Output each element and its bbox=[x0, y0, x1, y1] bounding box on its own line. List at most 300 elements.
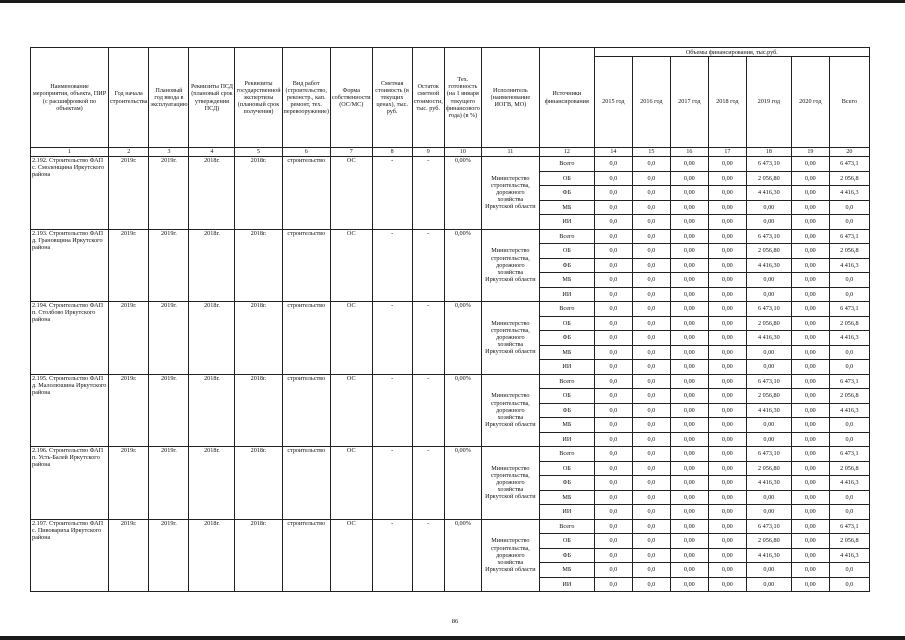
amount-cell: 0,0 bbox=[632, 157, 670, 172]
amount-cell: 2 056,80 bbox=[746, 534, 791, 549]
amount-cell: 6 473,1 bbox=[829, 519, 869, 534]
amount-cell: 0,0 bbox=[632, 360, 670, 375]
remainder-cost: - bbox=[412, 302, 444, 375]
amount-cell: 0,00 bbox=[746, 200, 791, 215]
amount-cell: 0,00 bbox=[791, 403, 829, 418]
start-year: 2019г. bbox=[109, 374, 149, 447]
remainder-cost: - bbox=[412, 374, 444, 447]
amount-cell: 0,00 bbox=[708, 374, 746, 389]
amount-cell: 0,0 bbox=[594, 403, 632, 418]
amount-cell: 0,00 bbox=[708, 476, 746, 491]
header-financing-group: Объемы финансирования, тыс.руб. bbox=[594, 48, 869, 57]
start-year: 2019г. bbox=[109, 447, 149, 520]
amount-cell: 0,0 bbox=[632, 490, 670, 505]
amount-cell: 0,00 bbox=[746, 345, 791, 360]
amount-cell: 0,0 bbox=[594, 186, 632, 201]
amount-cell: 0,00 bbox=[791, 171, 829, 186]
project-name: 2.196. Строительство ФАП п. Усть-Балей Иркутского района bbox=[31, 447, 109, 520]
amount-cell: 0,00 bbox=[708, 186, 746, 201]
amount-cell: 0,00 bbox=[791, 215, 829, 230]
column-number: 3 bbox=[149, 148, 189, 157]
amount-cell: 0,00 bbox=[670, 374, 708, 389]
amount-cell: 0,00 bbox=[708, 519, 746, 534]
header-year-0: 2015 год bbox=[594, 57, 632, 148]
amount-cell: 0,0 bbox=[594, 287, 632, 302]
estimate-cost: - bbox=[372, 447, 412, 520]
amount-cell: 0,0 bbox=[829, 505, 869, 520]
amount-cell: 0,0 bbox=[594, 157, 632, 172]
amount-cell: 2 056,8 bbox=[829, 389, 869, 404]
amount-cell: 4 416,30 bbox=[746, 258, 791, 273]
amount-cell: 0,00 bbox=[670, 215, 708, 230]
amount-cell: 0,00 bbox=[670, 229, 708, 244]
funding-source: Всего bbox=[539, 157, 594, 172]
amount-cell: 0,00 bbox=[708, 534, 746, 549]
amount-cell: 0,00 bbox=[791, 258, 829, 273]
amount-cell: 0,0 bbox=[594, 302, 632, 317]
amount-cell: 0,0 bbox=[632, 548, 670, 563]
amount-cell: 0,0 bbox=[594, 534, 632, 549]
amount-cell: 0,00 bbox=[708, 157, 746, 172]
amount-cell: 0,00 bbox=[670, 403, 708, 418]
column-number: 5 bbox=[235, 148, 282, 157]
header-year-2: 2017 год bbox=[670, 57, 708, 148]
expertise-date: 2018г. bbox=[235, 447, 282, 520]
amount-cell: 0,0 bbox=[829, 490, 869, 505]
psd-date: 2018г. bbox=[189, 229, 235, 302]
column-number: 17 bbox=[708, 148, 746, 157]
amount-cell: 0,00 bbox=[791, 447, 829, 462]
header-plan-year: Плановый год ввода в эксплуатацию bbox=[149, 48, 189, 148]
amount-cell: 0,00 bbox=[708, 548, 746, 563]
header-year-3: 2018 год bbox=[708, 57, 746, 148]
amount-cell: 0,00 bbox=[746, 360, 791, 375]
funding-source: ОБ bbox=[539, 461, 594, 476]
amount-cell: 6 473,10 bbox=[746, 447, 791, 462]
work-type: строительство bbox=[282, 519, 330, 592]
scan-edge-bottom bbox=[0, 636, 905, 640]
funding-source: МБ bbox=[539, 563, 594, 578]
amount-cell: 0,00 bbox=[670, 244, 708, 259]
amount-cell: 0,00 bbox=[746, 287, 791, 302]
amount-cell: 0,00 bbox=[791, 287, 829, 302]
amount-cell: 0,00 bbox=[670, 447, 708, 462]
header-year-1: 2016 год bbox=[632, 57, 670, 148]
header-name: Наименование мероприятия, объекта, ПИР (с расшифровкой по объектам) bbox=[31, 48, 109, 148]
plan-year: 2019г. bbox=[149, 229, 189, 302]
amount-cell: 0,0 bbox=[594, 229, 632, 244]
amount-cell: 0,00 bbox=[791, 244, 829, 259]
column-number: 1 bbox=[31, 148, 109, 157]
ownership: ОС bbox=[330, 519, 372, 592]
amount-cell: 0,00 bbox=[791, 389, 829, 404]
amount-cell: 0,0 bbox=[632, 403, 670, 418]
amount-cell: 0,00 bbox=[791, 490, 829, 505]
header-sources: Источники финансирования bbox=[539, 48, 594, 148]
header-ownership: Форма собственности (ОС/МС) bbox=[330, 48, 372, 148]
column-number: 6 bbox=[282, 148, 330, 157]
amount-cell: 0,00 bbox=[670, 273, 708, 288]
amount-cell: 0,00 bbox=[708, 490, 746, 505]
remainder-cost: - bbox=[412, 519, 444, 592]
amount-cell: 0,00 bbox=[791, 461, 829, 476]
amount-cell: 0,00 bbox=[670, 577, 708, 592]
amount-cell: 0,00 bbox=[708, 302, 746, 317]
amount-cell: 0,0 bbox=[829, 563, 869, 578]
amount-cell: 0,00 bbox=[708, 345, 746, 360]
funding-source: ФБ bbox=[539, 186, 594, 201]
amount-cell: 0,0 bbox=[632, 171, 670, 186]
funding-source: ИИ bbox=[539, 360, 594, 375]
work-type: строительство bbox=[282, 447, 330, 520]
amount-cell: 4 416,30 bbox=[746, 548, 791, 563]
amount-cell: 4 416,30 bbox=[746, 331, 791, 346]
expertise-date: 2018г. bbox=[235, 302, 282, 375]
amount-cell: 0,0 bbox=[632, 316, 670, 331]
amount-cell: 0,0 bbox=[829, 287, 869, 302]
amount-cell: 0,00 bbox=[708, 316, 746, 331]
amount-cell: 0,0 bbox=[594, 360, 632, 375]
funding-source: ОБ bbox=[539, 389, 594, 404]
header-executor: Исполнитель (наименование ИОГВ, МО) bbox=[481, 48, 539, 148]
amount-cell: 0,00 bbox=[746, 577, 791, 592]
amount-cell: 0,00 bbox=[670, 331, 708, 346]
amount-cell: 0,00 bbox=[670, 200, 708, 215]
start-year: 2019г. bbox=[109, 519, 149, 592]
amount-cell: 0,0 bbox=[594, 505, 632, 520]
amount-cell: 6 473,10 bbox=[746, 302, 791, 317]
table-row bbox=[31, 447, 870, 462]
column-number: 19 bbox=[791, 148, 829, 157]
ownership: ОС bbox=[330, 157, 372, 230]
readiness: 0,00% bbox=[444, 157, 481, 230]
psd-date: 2018г. bbox=[189, 447, 235, 520]
executor: Министерство строительства, дорожного хозяйства Иркутской области bbox=[481, 519, 539, 592]
amount-cell: 2 056,8 bbox=[829, 171, 869, 186]
amount-cell: 0,0 bbox=[632, 461, 670, 476]
header-work-type: Вид работ (строительство, реконстр., кап. ремонт, тех. перевооружение) bbox=[282, 48, 330, 148]
amount-cell: 4 416,3 bbox=[829, 403, 869, 418]
amount-cell: 0,0 bbox=[829, 200, 869, 215]
header-estimate: Сметная стоимость (в текущих ценах), тыс. руб. bbox=[372, 48, 412, 148]
amount-cell: 0,0 bbox=[632, 331, 670, 346]
amount-cell: 0,0 bbox=[594, 476, 632, 491]
amount-cell: 0,0 bbox=[594, 548, 632, 563]
amount-cell: 0,00 bbox=[670, 316, 708, 331]
amount-cell: 4 416,3 bbox=[829, 476, 869, 491]
amount-cell: 0,00 bbox=[670, 534, 708, 549]
amount-cell: 0,0 bbox=[594, 447, 632, 462]
amount-cell: 6 473,10 bbox=[746, 229, 791, 244]
readiness: 0,00% bbox=[444, 302, 481, 375]
column-number: 15 bbox=[632, 148, 670, 157]
funding-source: МБ bbox=[539, 490, 594, 505]
header-year-6: Всего bbox=[829, 57, 869, 148]
amount-cell: 0,00 bbox=[708, 389, 746, 404]
amount-cell: 0,00 bbox=[670, 186, 708, 201]
ownership: ОС bbox=[330, 447, 372, 520]
remainder-cost: - bbox=[412, 229, 444, 302]
column-number: 11 bbox=[481, 148, 539, 157]
amount-cell: 0,00 bbox=[708, 403, 746, 418]
ownership: ОС bbox=[330, 229, 372, 302]
amount-cell: 0,00 bbox=[670, 563, 708, 578]
funding-source: Всего bbox=[539, 374, 594, 389]
funding-source: Всего bbox=[539, 229, 594, 244]
funding-source: ОБ bbox=[539, 316, 594, 331]
amount-cell: 6 473,1 bbox=[829, 229, 869, 244]
amount-cell: 0,00 bbox=[670, 476, 708, 491]
expertise-date: 2018г. bbox=[235, 229, 282, 302]
start-year: 2019г. bbox=[109, 302, 149, 375]
header-start-year: Год начала строительства bbox=[109, 48, 149, 148]
amount-cell: 0,00 bbox=[791, 432, 829, 447]
amount-cell: 0,00 bbox=[670, 461, 708, 476]
amount-cell: 2 056,80 bbox=[746, 316, 791, 331]
project-name: 2.197. Строительство ФАП с. Пивовариха Иркутского района bbox=[31, 519, 109, 592]
amount-cell: 0,0 bbox=[594, 490, 632, 505]
scan-edge-top bbox=[0, 0, 905, 3]
amount-cell: 0,00 bbox=[791, 186, 829, 201]
amount-cell: 0,0 bbox=[594, 200, 632, 215]
amount-cell: 0,0 bbox=[594, 389, 632, 404]
amount-cell: 0,0 bbox=[829, 345, 869, 360]
amount-cell: 0,0 bbox=[594, 171, 632, 186]
funding-source: Всего bbox=[539, 519, 594, 534]
amount-cell: 2 056,8 bbox=[829, 461, 869, 476]
table-row bbox=[31, 229, 870, 244]
funding-source: ФБ bbox=[539, 258, 594, 273]
amount-cell: 0,00 bbox=[670, 360, 708, 375]
psd-date: 2018г. bbox=[189, 519, 235, 592]
amount-cell: 0,0 bbox=[594, 345, 632, 360]
plan-year: 2019г. bbox=[149, 302, 189, 375]
estimate-cost: - bbox=[372, 157, 412, 230]
amount-cell: 0,0 bbox=[594, 563, 632, 578]
amount-cell: 0,00 bbox=[791, 548, 829, 563]
amount-cell: 0,00 bbox=[708, 432, 746, 447]
amount-cell: 6 473,1 bbox=[829, 447, 869, 462]
work-type: строительство bbox=[282, 302, 330, 375]
column-number: 18 bbox=[746, 148, 791, 157]
project-name: 2.193. Строительство ФАП д. Грановщина Иркутского района bbox=[31, 229, 109, 302]
plan-year: 2019г. bbox=[149, 519, 189, 592]
start-year: 2019г. bbox=[109, 157, 149, 230]
work-type: строительство bbox=[282, 229, 330, 302]
amount-cell: 4 416,30 bbox=[746, 476, 791, 491]
amount-cell: 0,00 bbox=[746, 273, 791, 288]
amount-cell: 0,00 bbox=[791, 360, 829, 375]
amount-cell: 0,00 bbox=[708, 331, 746, 346]
amount-cell: 0,00 bbox=[746, 505, 791, 520]
amount-cell: 2 056,80 bbox=[746, 389, 791, 404]
amount-cell: 2 056,80 bbox=[746, 244, 791, 259]
expertise-date: 2018г. bbox=[235, 374, 282, 447]
amount-cell: 0,0 bbox=[594, 519, 632, 534]
amount-cell: 0,0 bbox=[632, 215, 670, 230]
amount-cell: 0,00 bbox=[670, 389, 708, 404]
amount-cell: 0,0 bbox=[632, 287, 670, 302]
estimate-cost: - bbox=[372, 229, 412, 302]
header-remainder: Остаток сметной стоимости, тыс. руб. bbox=[412, 48, 444, 148]
amount-cell: 0,0 bbox=[632, 186, 670, 201]
column-number: 4 bbox=[189, 148, 235, 157]
funding-source: МБ bbox=[539, 418, 594, 433]
psd-date: 2018г. bbox=[189, 302, 235, 375]
amount-cell: 0,0 bbox=[829, 215, 869, 230]
readiness: 0,00% bbox=[444, 374, 481, 447]
executor: Министерство строительства, дорожного хозяйства Иркутской области bbox=[481, 374, 539, 447]
amount-cell: 0,0 bbox=[632, 505, 670, 520]
table-row bbox=[31, 157, 870, 172]
amount-cell: 0,00 bbox=[791, 302, 829, 317]
amount-cell: 0,00 bbox=[791, 476, 829, 491]
amount-cell: 2 056,8 bbox=[829, 316, 869, 331]
remainder-cost: - bbox=[412, 157, 444, 230]
column-number: 20 bbox=[829, 148, 869, 157]
amount-cell: 4 416,30 bbox=[746, 186, 791, 201]
table-row bbox=[31, 374, 870, 389]
amount-cell: 0,0 bbox=[632, 534, 670, 549]
amount-cell: 0,00 bbox=[791, 374, 829, 389]
project-name: 2.192. Строительство ФАП с. Смоленщина Иркутского района bbox=[31, 157, 109, 230]
amount-cell: 0,0 bbox=[632, 200, 670, 215]
page-number: 86 bbox=[451, 618, 459, 625]
amount-cell: 0,0 bbox=[594, 215, 632, 230]
project-name: 2.195. Строительство ФАП д. Малолюшина Иркутского района bbox=[31, 374, 109, 447]
amount-cell: 0,00 bbox=[670, 432, 708, 447]
amount-cell: 0,0 bbox=[632, 374, 670, 389]
amount-cell: 0,0 bbox=[594, 461, 632, 476]
funding-source: Всего bbox=[539, 447, 594, 462]
amount-cell: 0,0 bbox=[632, 447, 670, 462]
amount-cell: 2 056,80 bbox=[746, 171, 791, 186]
amount-cell: 0,00 bbox=[708, 171, 746, 186]
expertise-date: 2018г. bbox=[235, 519, 282, 592]
amount-cell: 0,00 bbox=[670, 519, 708, 534]
funding-source: МБ bbox=[539, 345, 594, 360]
amount-cell: 0,0 bbox=[632, 244, 670, 259]
amount-cell: 0,00 bbox=[708, 418, 746, 433]
amount-cell: 0,00 bbox=[708, 461, 746, 476]
amount-cell: 0,00 bbox=[708, 287, 746, 302]
executor: Министерство строительства, дорожного хозяйства Иркутской области bbox=[481, 302, 539, 375]
amount-cell: 4 416,30 bbox=[746, 403, 791, 418]
amount-cell: 0,00 bbox=[791, 418, 829, 433]
amount-cell: 6 473,1 bbox=[829, 374, 869, 389]
amount-cell: 0,00 bbox=[708, 273, 746, 288]
column-number: 16 bbox=[670, 148, 708, 157]
amount-cell: 6 473,10 bbox=[746, 519, 791, 534]
amount-cell: 0,00 bbox=[746, 418, 791, 433]
amount-cell: 2 056,8 bbox=[829, 244, 869, 259]
funding-source: ОБ bbox=[539, 244, 594, 259]
amount-cell: 0,00 bbox=[670, 171, 708, 186]
amount-cell: 0,00 bbox=[746, 432, 791, 447]
amount-cell: 0,0 bbox=[632, 229, 670, 244]
table-row bbox=[31, 519, 870, 534]
amount-cell: 6 473,1 bbox=[829, 157, 869, 172]
amount-cell: 0,00 bbox=[791, 345, 829, 360]
amount-cell: 0,00 bbox=[708, 563, 746, 578]
amount-cell: 0,0 bbox=[632, 432, 670, 447]
amount-cell: 0,00 bbox=[791, 519, 829, 534]
financing-table bbox=[30, 47, 870, 592]
funding-source: ИИ bbox=[539, 215, 594, 230]
amount-cell: 6 473,10 bbox=[746, 374, 791, 389]
amount-cell: 0,0 bbox=[829, 273, 869, 288]
amount-cell: 0,0 bbox=[632, 563, 670, 578]
amount-cell: 0,0 bbox=[829, 418, 869, 433]
amount-cell: 0,00 bbox=[708, 229, 746, 244]
remainder-cost: - bbox=[412, 447, 444, 520]
amount-cell: 2 056,8 bbox=[829, 534, 869, 549]
executor: Министерство строительства, дорожного хозяйства Иркутской области bbox=[481, 157, 539, 230]
work-type: строительство bbox=[282, 374, 330, 447]
amount-cell: 0,0 bbox=[594, 258, 632, 273]
amount-cell: 0,0 bbox=[829, 577, 869, 592]
amount-cell: 0,0 bbox=[829, 360, 869, 375]
amount-cell: 0,0 bbox=[594, 316, 632, 331]
amount-cell: 0,0 bbox=[829, 432, 869, 447]
amount-cell: 0,00 bbox=[791, 229, 829, 244]
amount-cell: 0,0 bbox=[594, 374, 632, 389]
amount-cell: 0,0 bbox=[594, 331, 632, 346]
column-number: 10 bbox=[444, 148, 481, 157]
amount-cell: 0,00 bbox=[670, 302, 708, 317]
amount-cell: 2 056,80 bbox=[746, 461, 791, 476]
psd-date: 2018г. bbox=[189, 157, 235, 230]
amount-cell: 4 416,3 bbox=[829, 331, 869, 346]
amount-cell: 0,0 bbox=[632, 273, 670, 288]
amount-cell: 4 416,3 bbox=[829, 258, 869, 273]
amount-cell: 0,00 bbox=[746, 490, 791, 505]
amount-cell: 0,00 bbox=[791, 316, 829, 331]
estimate-cost: - bbox=[372, 519, 412, 592]
work-type: строительство bbox=[282, 157, 330, 230]
column-number: 8 bbox=[372, 148, 412, 157]
column-number: 7 bbox=[330, 148, 372, 157]
executor: Министерство строительства, дорожного хозяйства Иркутской области bbox=[481, 447, 539, 520]
amount-cell: 6 473,1 bbox=[829, 302, 869, 317]
plan-year: 2019г. bbox=[149, 374, 189, 447]
funding-source: ИИ bbox=[539, 577, 594, 592]
amount-cell: 0,0 bbox=[594, 244, 632, 259]
funding-source: ФБ bbox=[539, 331, 594, 346]
amount-cell: 0,00 bbox=[670, 345, 708, 360]
expertise-date: 2018г. bbox=[235, 157, 282, 230]
amount-cell: 0,00 bbox=[791, 273, 829, 288]
amount-cell: 0,00 bbox=[708, 577, 746, 592]
amount-cell: 0,0 bbox=[632, 418, 670, 433]
ownership: ОС bbox=[330, 302, 372, 375]
amount-cell: 0,0 bbox=[594, 432, 632, 447]
funding-source: ОБ bbox=[539, 534, 594, 549]
amount-cell: 0,00 bbox=[670, 418, 708, 433]
amount-cell: 0,0 bbox=[632, 476, 670, 491]
amount-cell: 4 416,3 bbox=[829, 548, 869, 563]
funding-source: ИИ bbox=[539, 287, 594, 302]
funding-source: ФБ bbox=[539, 476, 594, 491]
funding-source: Всего bbox=[539, 302, 594, 317]
amount-cell: 0,00 bbox=[670, 258, 708, 273]
amount-cell: 0,00 bbox=[791, 563, 829, 578]
amount-cell: 0,0 bbox=[594, 418, 632, 433]
ownership: ОС bbox=[330, 374, 372, 447]
amount-cell: 0,00 bbox=[791, 331, 829, 346]
funding-source: МБ bbox=[539, 273, 594, 288]
header-year-5: 2020 год bbox=[791, 57, 829, 148]
